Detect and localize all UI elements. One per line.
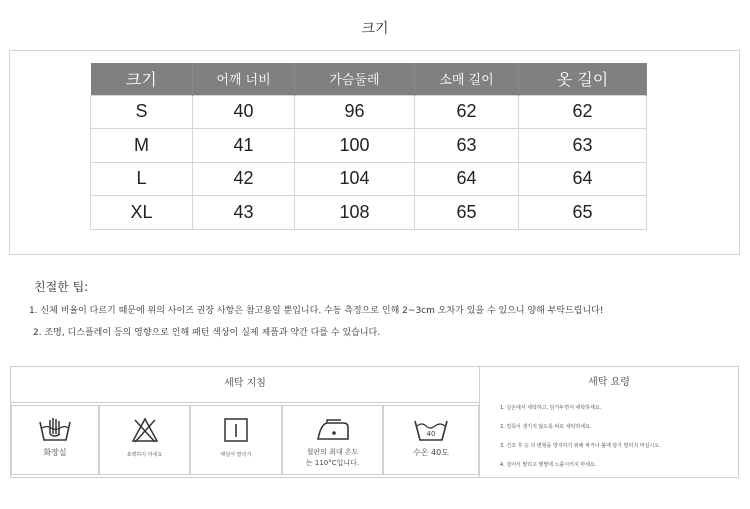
list-item: 3. 건조 후 옷 의 변형을 방지하기 위해 짜거나 볼에 담가 말리지 마십시오.: [500, 443, 661, 449]
list-item: 1. 실온에서 세탁하고, 담가두면서 세탁하세요.: [500, 405, 602, 411]
care-item-hang-dry: [190, 405, 282, 475]
table-cell: 104: [295, 162, 415, 196]
table-cell: 62: [415, 95, 519, 129]
size-table-header: [91, 63, 647, 95]
tip-item: 2. 조명, 디스플레이 등의 영향으로 인해 패턴 색상이 실제 제품과 약간 다를 수 있습니다.: [33, 328, 381, 338]
table-cell: 63: [519, 129, 647, 163]
care-label: 는 110°C입니다.: [305, 459, 360, 467]
washing-tips-list: [500, 405, 730, 481]
table-cell: 43: [193, 196, 295, 230]
care-item-hand-wash: [11, 405, 99, 475]
washing-tips-title: 세탁 요령: [588, 377, 630, 388]
table-row: [91, 95, 647, 129]
no-bleach-icon: [130, 416, 160, 444]
table-cell: 108: [295, 196, 415, 230]
size-table: [90, 63, 647, 230]
tips-title: 친절한 팁:: [34, 280, 89, 294]
table-cell: 96: [295, 95, 415, 129]
header-length: 옷 길이: [519, 63, 647, 95]
table-cell: 65: [519, 196, 647, 230]
header-size: 크기: [91, 63, 193, 95]
care-item-no-bleach: [99, 405, 190, 475]
care-item-wash-40: [383, 405, 479, 475]
hang-dry-icon: [222, 416, 250, 444]
care-label: 매달아 말리기: [220, 452, 252, 458]
page-title: 크기: [361, 21, 389, 37]
hand-wash-icon: [38, 416, 72, 444]
table-cell: 40: [193, 95, 295, 129]
list-item: 2. 얼룩이 생기지 않도록 따로 세탁하세요.: [500, 424, 592, 430]
table-cell: M: [91, 129, 193, 163]
table-cell: 41: [193, 129, 295, 163]
wash-temp-text: 40: [426, 430, 436, 438]
care-label: 수온 40도: [413, 448, 449, 457]
list-item: 4. 걸어서 말리고 햇볕에 노출시키지 마세요.: [500, 462, 597, 468]
wash-40-icon: [413, 416, 449, 444]
table-row: [91, 196, 647, 230]
table-row: [91, 129, 647, 163]
table-cell: 62: [519, 95, 647, 129]
header-chest: 가슴둘레: [295, 63, 415, 95]
table-cell: 63: [415, 129, 519, 163]
washing-instructions-title: 세탁 지침: [11, 367, 479, 403]
care-label: 철판의 최대 온도: [306, 448, 359, 456]
table-cell: XL: [91, 196, 193, 230]
care-item-iron: [282, 405, 383, 475]
table-cell: S: [91, 95, 193, 129]
iron-icon: [315, 416, 351, 444]
table-cell: 100: [295, 129, 415, 163]
table-cell: 64: [519, 162, 647, 196]
table-cell: 42: [193, 162, 295, 196]
header-shoulder: 어깨 너비: [193, 63, 295, 95]
care-label: 화장실: [43, 448, 67, 457]
header-sleeve: 소매 길이: [415, 63, 519, 95]
care-label: 표백하지 마세요: [126, 452, 163, 458]
table-row: [91, 162, 647, 196]
tip-item: 1. 신체 비율이 다르기 때문에 위의 사이즈 권장 사항은 참고용일 뿐입니다. 수동 측정으로 인해 2~3cm 오차가 있을 수 있으니 양해 부탁드립니다!: [29, 306, 604, 316]
table-cell: L: [91, 162, 193, 196]
table-cell: 64: [415, 162, 519, 196]
table-cell: 65: [415, 196, 519, 230]
